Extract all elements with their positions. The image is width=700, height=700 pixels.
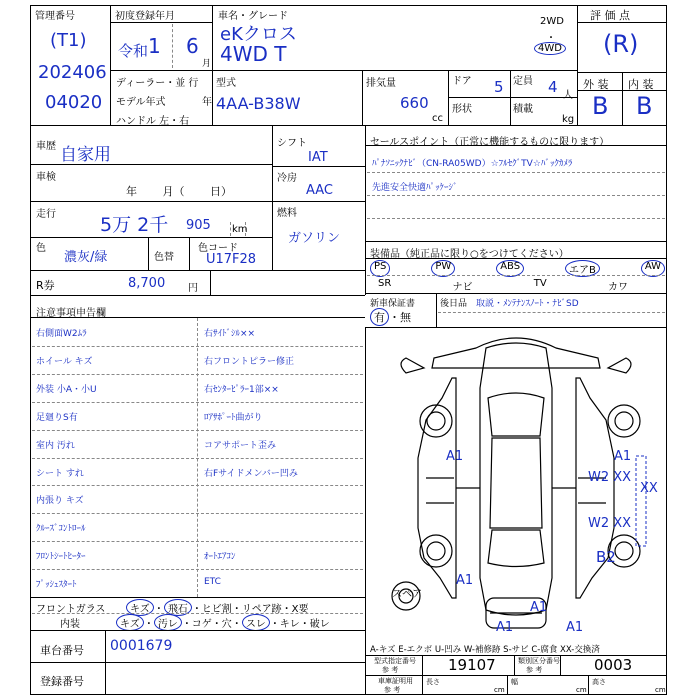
sekisai-label: 積載 <box>513 104 533 115</box>
era-value: 令和 <box>118 42 149 60</box>
cert-sub: 参 考 <box>384 686 401 694</box>
shift-value: IAT <box>308 150 328 165</box>
rken-unit: 円 <box>188 283 198 294</box>
haikiryo-label: 排気量 <box>366 78 396 89</box>
model-year-unit: 年 <box>202 97 212 108</box>
mark-5: W2 XX <box>588 516 632 531</box>
atogoshi-label: 後日品 <box>440 299 468 309</box>
class-label: 類別区分番号 <box>518 657 560 665</box>
note-left-10: ﾌﾟｯｼｭｽﾀｰﾄ <box>36 580 77 591</box>
warranty-sep: ・ <box>389 311 400 324</box>
mark-3: W2 XX <box>588 470 632 485</box>
haikiryo-unit: cc <box>432 113 443 124</box>
warranty-values <box>370 308 411 326</box>
hyoka-value: (R) <box>603 30 639 58</box>
car-name: eKクロス <box>220 24 297 45</box>
kanri-num2: 04020 <box>45 92 103 113</box>
car-roof <box>490 438 542 528</box>
shaken-label: 車検 <box>36 172 56 183</box>
note-right-2: 右フロントピラー修正 <box>204 356 295 367</box>
note-right-5: コアサポート歪み <box>204 440 277 451</box>
mark-8: A1 <box>530 600 548 615</box>
warranty-label: 新車保証書 <box>370 299 416 309</box>
equip-airbag: エアB <box>565 260 600 277</box>
drive-dot: ・ <box>546 33 556 44</box>
color-code-label: 色コード <box>198 243 238 254</box>
width-label: 幅 <box>511 678 518 686</box>
type-designation-sub: 参 考 <box>382 666 399 674</box>
warranty-no: 無 <box>400 311 411 324</box>
rken-label: R券 <box>36 279 55 292</box>
note-divider <box>32 569 363 570</box>
note-divider <box>32 513 363 514</box>
kanri-label: 管理番号 <box>35 11 75 22</box>
height-label: 高さ <box>592 678 606 686</box>
soko-value: 5万 2千 <box>100 214 169 236</box>
sales-line1: ﾊﾟﾅｿﾆｯｸﾅﾋﾞ（CN-RA05WD）☆ﾌﾙｾｸﾞTV☆ﾊﾞｯｸｶﾒﾗ <box>372 159 573 169</box>
month-value: 6 <box>186 34 199 58</box>
type-designation-label: 型式指定番号 <box>374 657 416 665</box>
class-sub: 参 考 <box>526 666 543 674</box>
note-left-6: シート すれ <box>36 468 84 479</box>
note-divider <box>32 430 363 431</box>
sales-label: セールスポイント（正常に機能するものに限ります） <box>370 137 610 148</box>
class-value: 0003 <box>594 656 633 674</box>
note-right-3: 右ｾﾝﾀｰﾋﾟﾗｰ1部×× <box>204 384 279 395</box>
atogoshi-value: 取説・ﾒﾝﾃﾅﾝｽﾉｰﾄ・ﾅﾋﾞSD <box>476 299 579 309</box>
equip-bottom-row <box>378 278 628 293</box>
note-divider <box>32 485 363 486</box>
note-divider <box>32 458 363 459</box>
note-divider <box>32 541 363 542</box>
reibo-label: 冷房 <box>277 173 297 184</box>
wheel-fr <box>608 405 640 437</box>
nenryo-value: ガソリン <box>288 231 341 246</box>
mark-1: A1 <box>446 449 464 464</box>
cert-label: 車庫証明用 <box>378 677 413 685</box>
soko-sub: 905 <box>186 218 211 233</box>
year-value: 1 <box>148 34 161 58</box>
note-left-4: 足廻りS有 <box>36 412 78 423</box>
equip-aw: AW <box>641 260 665 277</box>
mark-4: XX <box>640 481 658 496</box>
equip-abs: ABS <box>496 260 524 277</box>
iro-value: 濃灰/緑 <box>64 250 108 265</box>
equip-pw: PW <box>431 260 455 277</box>
note-right-6: 右Fサイドメンバー凹み <box>204 468 298 479</box>
kanri-code: (T1) <box>50 30 87 51</box>
notes-label: 注意事項申告欄 <box>36 308 106 319</box>
front-glass-text: キズ ・ 飛石 ・ヒビ割・リペア跡・X要 <box>126 599 308 616</box>
shareki-value: 自家用 <box>60 145 111 165</box>
reibo-value: AAC <box>306 183 333 198</box>
teiin-unit: 人 <box>563 90 573 101</box>
front-windshield <box>488 393 544 436</box>
katashiki-label: 型式 <box>216 78 236 89</box>
mark-9: A1 <box>496 620 514 635</box>
drive-4wd: 4WD <box>534 42 566 55</box>
rken-value: 8,700 <box>128 276 166 291</box>
drive-2wd: 2WD <box>540 16 564 27</box>
kanri-num1: 202406 <box>38 62 107 83</box>
iro-label: 色 <box>36 243 46 254</box>
teiin-label: 定員 <box>513 76 533 87</box>
note-right-4: ﾛｱｻﾎﾟｰﾄ曲がり <box>204 412 263 423</box>
handle-label: ハンドル 左・右 <box>116 116 190 127</box>
equip-ps: PS <box>370 260 390 277</box>
equip-tv: TV <box>533 278 547 289</box>
note-divider <box>32 402 363 403</box>
dealer-label: ディーラー・並 行 <box>116 78 199 89</box>
naiso-value: B <box>636 92 653 120</box>
note-left-9: ﾌﾛﾝﾄｼｰﾄﾋｰﾀｰ <box>36 552 86 563</box>
shift-label: シフト <box>277 138 307 149</box>
mark-6: B2 <box>596 548 616 566</box>
note-left-7: 内張り キズ <box>36 496 84 507</box>
shodo-label: 初度登録年月 <box>115 11 175 22</box>
shaken-text: 年 月（ 日） <box>126 185 232 198</box>
warranty-yes: 有 <box>370 308 389 326</box>
height-cm: cm <box>655 686 666 694</box>
mark-10: A1 <box>566 620 584 635</box>
soko-label: 走行 <box>36 209 56 220</box>
car-label: 車名・グレード <box>218 11 288 22</box>
sales-line2: 先進安全快適ﾊﾟｯｹｰｼﾞ <box>372 183 458 193</box>
shareki-label: 車歴 <box>36 141 56 152</box>
equip-leather: カワ <box>608 282 628 293</box>
gaiso-label: 外 装 <box>583 78 609 91</box>
note-left-5: 室内 汚れ <box>36 440 75 451</box>
naiso-label: 内 装 <box>628 78 654 91</box>
equip-navi: ナビ <box>452 282 473 293</box>
keijo-label: 形状 <box>452 104 472 115</box>
reg-label: 登録番号 <box>40 675 84 688</box>
gaiso-value: B <box>592 92 609 120</box>
width-cm: cm <box>576 686 587 694</box>
chassis-label: 車台番号 <box>40 644 84 657</box>
sekisai-unit: kg <box>562 114 575 125</box>
chassis-value: 0001679 <box>110 638 173 654</box>
legend-text: A-キズ E-エクボ U-凹み W-補修跡 S-サビ C-腐食 XX-交換済 <box>370 645 600 655</box>
note-right-10: ETC <box>204 577 221 588</box>
note-left-8: ｸﾙｰｽﾞｺﾝﾄﾛｰﾙ <box>36 524 86 535</box>
teiin-value: 4 <box>548 78 558 96</box>
wheel-rl <box>420 535 452 567</box>
month-unit: 月 <box>202 59 212 69</box>
irogae-label: 色替 <box>154 252 174 263</box>
model-year-label: モデル年式 <box>116 97 166 108</box>
mark-7: A1 <box>456 573 474 588</box>
mark-2: A1 <box>614 449 632 464</box>
front-glass-label: フロントガラス <box>36 604 106 615</box>
note-divider <box>32 374 363 375</box>
note-divider <box>32 346 363 347</box>
equip-label: 装備品（純正品に限り○をつけてください） <box>370 249 569 260</box>
wheel-fl <box>420 405 452 437</box>
note-left-3: 外装 小A・小U <box>36 384 97 395</box>
type-designation-value: 19107 <box>448 656 496 674</box>
door-value: 5 <box>494 78 504 96</box>
soko-unit: km <box>232 224 248 235</box>
car-grade: 4WD T <box>220 42 287 66</box>
color-code-value: U17F28 <box>206 252 257 267</box>
note-left-2: ホイール キズ <box>36 356 93 367</box>
haikiryo-value: 660 <box>400 94 429 112</box>
katashiki-value: 4AA-B38W <box>216 94 301 113</box>
nenryo-label: 燃料 <box>277 208 297 219</box>
hyoka-label: 評 価 点 <box>590 9 630 22</box>
spare-label: スペア <box>392 589 422 600</box>
rear-windshield <box>488 530 544 567</box>
length-cm: cm <box>494 686 505 694</box>
interior-label: 内装 <box>60 619 80 630</box>
interior-text: キズ ・ 汚レ ・コゲ・穴・ スレ ・キレ・破レ <box>116 614 330 631</box>
length-label: 長さ <box>426 678 440 686</box>
note-left-1: 右側面W2ﾑﾗ <box>36 329 87 339</box>
equip-sr: SR <box>378 278 392 289</box>
note-right-1: 右ｻｲﾄﾞｼﾙ×× <box>204 329 256 339</box>
door-label: ドア <box>452 76 472 87</box>
note-right-9: ｵｰﾄｴｱｺﾝ <box>204 552 236 563</box>
